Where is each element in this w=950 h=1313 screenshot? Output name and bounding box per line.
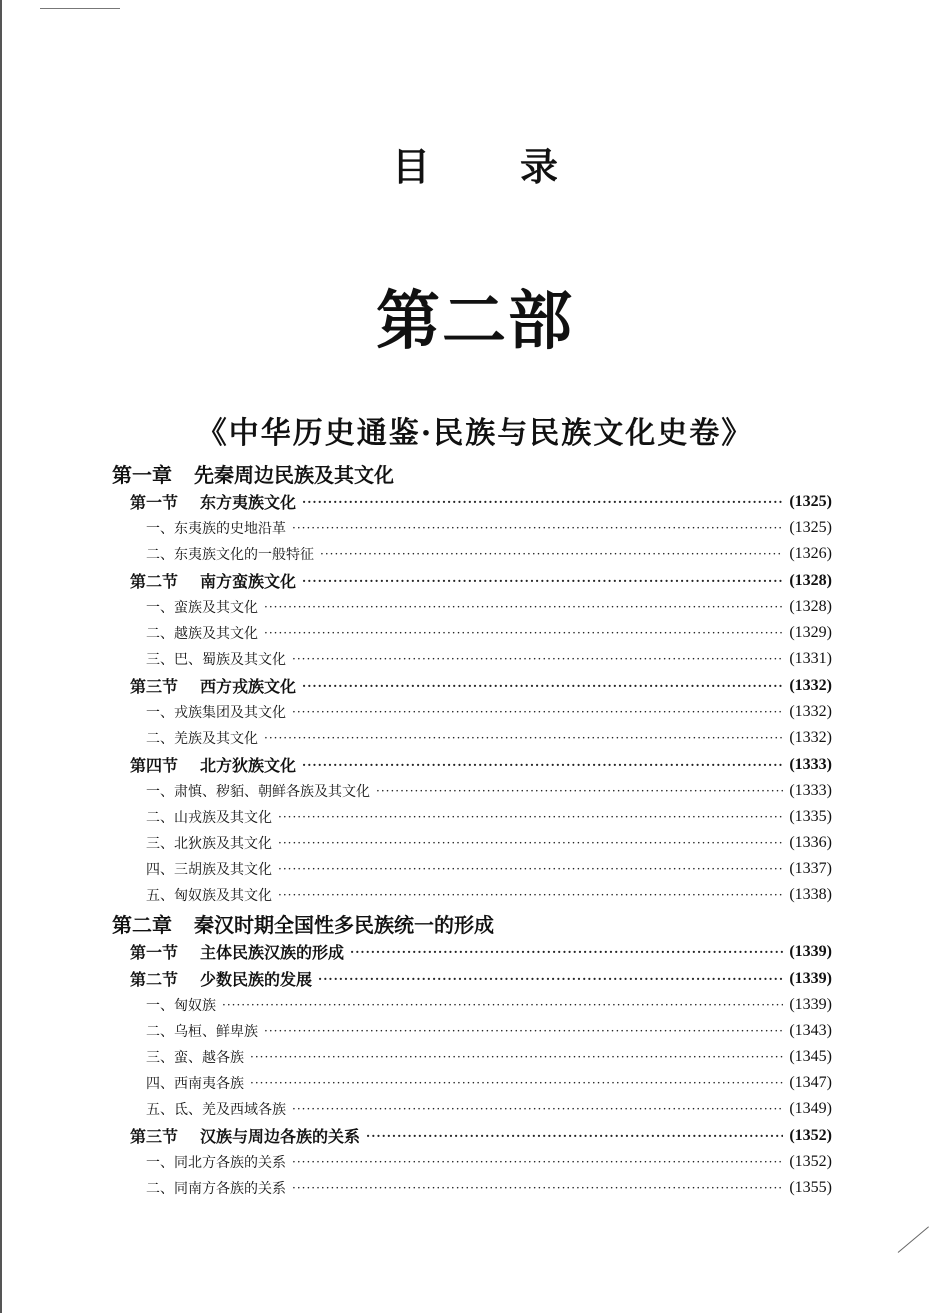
toc-entry-label [146,1152,286,1172]
toc-entry-title: 西方戎族文化 [200,677,297,696]
toc-item[interactable] [112,1070,832,1096]
toc-entry-label [130,1124,360,1147]
toc-item[interactable] [112,594,832,620]
page-number: (1355) [789,1179,832,1196]
page-number: (1339) [789,942,832,960]
toc-entry-label [146,1021,258,1041]
toc-entry-title: 四、三胡族及其文化 [146,862,272,878]
toc-item[interactable] [112,830,832,856]
toc-item[interactable] [112,725,832,751]
toc-entry-title: 一、肃慎、秽貊、朝鲜各族及其文化 [146,784,370,800]
page-number: (1352) [789,1126,832,1144]
page-edge [0,0,2,1313]
page-number: (1339) [789,996,832,1013]
leader-dots [292,705,783,719]
leader-dots [222,998,783,1012]
leader-dots [366,1129,783,1143]
page-number: (1352) [789,1153,832,1170]
toc-item[interactable] [112,804,832,830]
leader-dots [264,1024,783,1038]
toc-entry-label [146,649,286,669]
toc-entry-label [146,859,272,879]
toc-item[interactable] [112,699,832,725]
toc-entry-number: 第三节 [130,1127,179,1146]
toc-entry-number: 第一节 [130,493,179,512]
toc-entry-title: 主体民族汉族的形成 [200,943,345,962]
toc-entry-title: 五、匈奴族及其文化 [146,888,272,904]
toc-entry-label [146,833,272,853]
page-number: (1339) [789,969,832,987]
leader-dots [302,574,783,588]
leader-dots [292,1155,783,1169]
toc-entry-title: 北方狄族文化 [200,756,297,775]
page-title: 目录 [391,145,648,189]
page-number: (1336) [789,834,832,851]
leader-dots [318,972,783,986]
toc-item[interactable] [112,1096,832,1122]
toc-section[interactable] [112,567,832,594]
toc-entry-label [130,753,296,776]
toc-item[interactable] [112,882,832,908]
toc-entry-title: 三、巴、蜀族及其文化 [146,652,286,668]
page-number: (1325) [789,519,832,536]
toc-item[interactable] [112,620,832,646]
page-number: (1329) [789,624,832,641]
toc-section[interactable] [112,938,832,965]
part-title: 第二部 [376,285,574,359]
page-number: (1343) [789,1022,832,1039]
toc-entry-title: 一、戎族集团及其文化 [146,705,286,721]
toc-item[interactable] [112,856,832,882]
toc-entry-label [146,1178,286,1198]
toc-entry-title: 二、山戎族及其文化 [146,810,272,826]
toc-chapter[interactable] [112,908,832,938]
leader-dots [292,1102,783,1116]
toc-entry-label [146,781,370,801]
toc-entry-title: 先秦周边民族及其文化 [194,462,394,487]
page-number: (1331) [789,650,832,667]
toc-entry-title: 二、羌族及其文化 [146,731,258,747]
leader-dots [278,810,783,824]
toc-section[interactable] [112,751,832,778]
leader-dots [302,495,783,509]
page-number: (1325) [789,492,832,510]
leader-dots [320,547,783,561]
leader-dots [264,731,783,745]
toc-entry-label [146,702,286,722]
toc-entry-title: 秦汉时期全国性多民族统一的形成 [194,912,494,937]
toc-entry-title: 东方夷族文化 [200,493,297,512]
toc-entry-label [146,807,272,827]
toc-entry-label [146,1073,244,1093]
toc-item[interactable] [112,515,832,541]
toc-entry-title: 三、蛮、越各族 [146,1050,244,1066]
page-number: (1332) [789,729,832,746]
toc-entry-label [146,544,314,564]
toc-entry-label [130,967,312,990]
page-number: (1337) [789,860,832,877]
page-number: (1328) [789,598,832,615]
toc-item[interactable] [112,646,832,672]
toc-entry-label [146,885,272,905]
toc-entry-label [146,1099,286,1119]
toc-entry-title: 五、氐、羌及西域各族 [146,1102,286,1118]
leader-dots [350,945,783,959]
page-number: (1335) [789,808,832,825]
toc-entry-label [146,995,216,1015]
leader-dots [302,758,783,772]
page-number: (1326) [789,545,832,562]
toc-entry-title: 少数民族的发展 [200,970,313,989]
toc-item[interactable] [112,778,832,804]
leader-dots [264,626,783,640]
page-number: (1328) [789,571,832,589]
toc-section[interactable] [112,1122,832,1149]
leader-dots [292,521,783,535]
page-number: (1345) [789,1048,832,1065]
toc-entry-title: 三、北狄族及其文化 [146,836,272,852]
toc-entry-title: 一、匈奴族 [146,998,216,1014]
table-of-contents [112,458,832,1201]
toc-entry-number: 第四节 [130,756,179,775]
leader-dots [278,862,783,876]
leader-dots [250,1050,783,1064]
toc-entry-title: 一、东夷族的史地沿革 [146,521,286,537]
toc-entry-title: 南方蛮族文化 [200,572,297,591]
toc-section[interactable] [112,965,832,992]
toc-entry-number: 第一节 [130,943,179,962]
page-number: (1333) [789,755,832,773]
toc-entry-title: 二、乌桓、鲜卑族 [146,1024,258,1040]
toc-entry-number: 第二节 [130,970,179,989]
toc-item[interactable] [112,992,832,1018]
toc-entry-label [112,459,394,488]
leader-dots [292,652,783,666]
toc-section[interactable] [112,672,832,699]
toc-entry-number: 第一章 [112,462,172,487]
volume-title: 《中华历史通鉴·民族与民族文化史卷》 [196,416,754,451]
leader-dots [264,600,783,614]
toc-entry-title: 二、同南方各族的关系 [146,1181,286,1197]
toc-entry-title: 一、蛮族及其文化 [146,600,258,616]
toc-entry-label [146,1047,244,1067]
toc-item[interactable] [112,1149,832,1175]
toc-entry-title: 汉族与周边各族的关系 [200,1127,361,1146]
leader-dots [250,1076,783,1090]
page-number: (1349) [789,1100,832,1117]
toc-entry-label [130,569,296,592]
toc-section[interactable] [112,488,832,515]
toc-item[interactable] [112,541,832,567]
toc-entry-title: 一、同北方各族的关系 [146,1155,286,1171]
toc-entry-number: 第三节 [130,677,179,696]
toc-entry-number: 第二章 [112,912,172,937]
leader-dots [302,679,783,693]
toc-entry-label [146,518,286,538]
toc-entry-label [130,674,296,697]
page-number: (1332) [789,676,832,694]
leader-dots [278,836,783,850]
leader-dots [278,888,783,902]
page-number: (1333) [789,782,832,799]
toc-entry-title: 二、东夷族文化的一般特征 [146,547,314,563]
toc-entry-label [146,597,258,617]
leader-dots [376,784,783,798]
toc-item[interactable] [112,1044,832,1070]
page-number: (1338) [789,886,832,903]
toc-item[interactable] [112,1018,832,1044]
toc-item[interactable] [112,1175,832,1201]
scan-mark [40,8,120,9]
toc-entry-label [130,490,296,513]
toc-entry-label [112,909,494,938]
toc-entry-label [130,940,344,963]
toc-entry-label [146,623,258,643]
toc-entry-label [146,728,258,748]
page-number: (1332) [789,703,832,720]
page-number: (1347) [789,1074,832,1091]
toc-entry-title: 四、西南夷各族 [146,1076,244,1092]
toc-entry-number: 第二节 [130,572,179,591]
toc-chapter[interactable] [112,458,832,488]
toc-entry-title: 二、越族及其文化 [146,626,258,642]
leader-dots [292,1181,783,1195]
scan-mark [898,1226,929,1252]
